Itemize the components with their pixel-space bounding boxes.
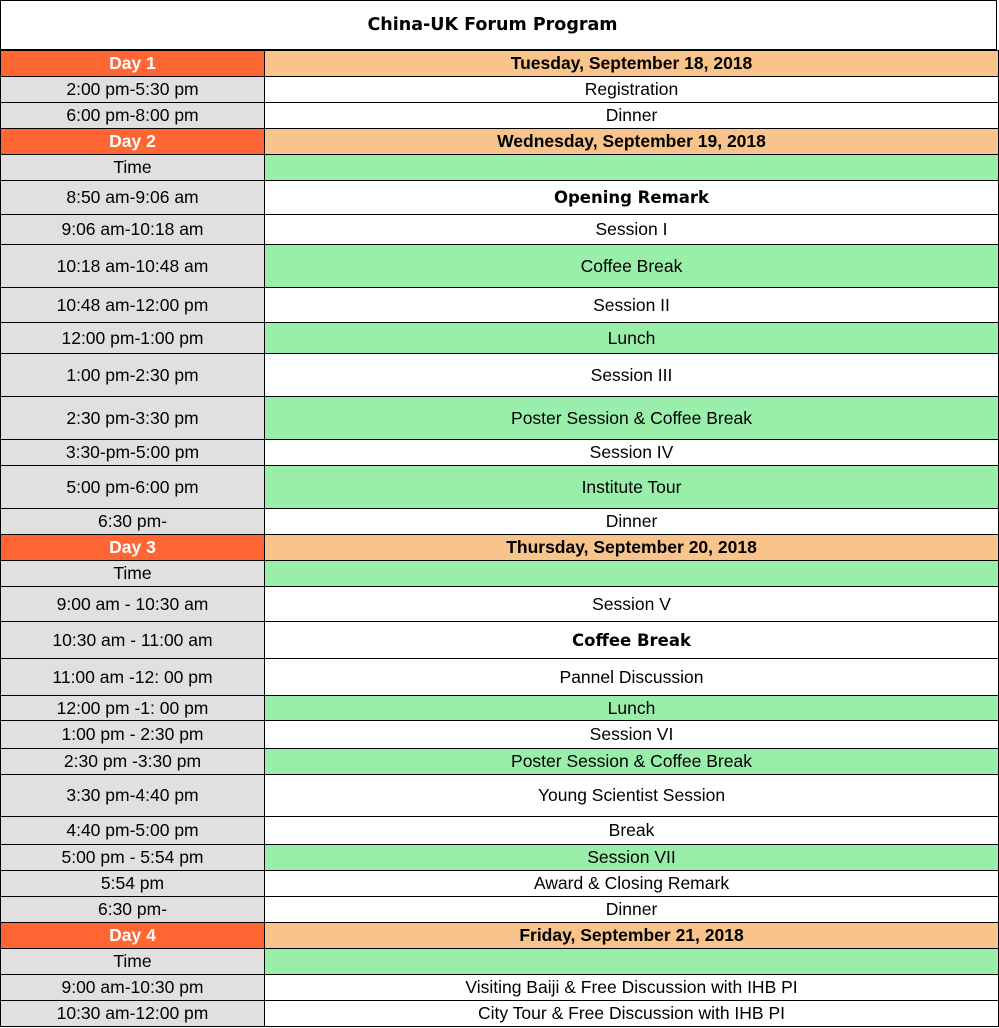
schedule-row [1,622,999,659]
event-cell: Lunch [265,696,999,721]
program-title: China-UK Forum Program [0,0,997,50]
day-date: Wednesday, September 19, 2018 [265,129,999,155]
schedule-row [1,288,999,323]
time-cell: 2:30 pm -3:30 pm [1,749,265,775]
event-cell: Institute Tour [265,466,999,509]
day-date: Tuesday, September 18, 2018 [265,51,999,77]
event-cell: Poster Session & Coffee Break [265,749,999,775]
day-header-row [1,923,999,949]
time-cell: 5:00 pm - 5:54 pm [1,845,265,871]
event-cell: Poster Session & Coffee Break [265,397,999,440]
schedule-row [1,440,999,466]
event-cell: Coffee Break [265,245,999,288]
schedule-row [1,587,999,622]
event-cell: Dinner [265,509,999,535]
schedule-row [1,696,999,721]
event-cell: Dinner [265,897,999,923]
day-date: Thursday, September 20, 2018 [265,535,999,561]
time-cell: 3:30-pm-5:00 pm [1,440,265,466]
event-cell: Registration [265,77,999,103]
time-cell: 12:00 pm-1:00 pm [1,323,265,354]
event-cell: Session IV [265,440,999,466]
schedule-row [1,77,999,103]
event-cell [265,949,999,975]
time-cell: Time [1,155,265,181]
event-cell: Session II [265,288,999,323]
time-cell: 1:00 pm-2:30 pm [1,354,265,397]
event-cell: Dinner [265,103,999,129]
schedule-row [1,975,999,1001]
event-cell: Visiting Baiji & Free Discussion with IHB PI [265,975,999,1001]
schedule-row [1,323,999,354]
time-cell: 9:00 am - 10:30 am [1,587,265,622]
time-cell: 9:06 am-10:18 am [1,215,265,245]
day-label: Day 2 [1,129,265,155]
event-cell: Session III [265,354,999,397]
time-cell: 10:30 am-12:00 pm [1,1001,265,1027]
schedule-row [1,721,999,749]
schedule-row [1,871,999,897]
schedule-row [1,215,999,245]
schedule-row [1,897,999,923]
schedule-row [1,845,999,871]
schedule-row [1,509,999,535]
day-label: Day 1 [1,51,265,77]
schedule-row [1,397,999,440]
time-cell: 8:50 am-9:06 am [1,181,265,215]
schedule-row [1,659,999,696]
event-cell: Lunch [265,323,999,354]
time-cell: 6:30 pm- [1,509,265,535]
event-cell: Session VII [265,845,999,871]
schedule-row [1,1001,999,1027]
event-cell: Session V [265,587,999,622]
day-header-row [1,129,999,155]
event-cell: Pannel Discussion [265,659,999,696]
time-cell: 10:48 am-12:00 pm [1,288,265,323]
schedule-row [1,354,999,397]
time-cell: 6:30 pm- [1,897,265,923]
event-cell: Award & Closing Remark [265,871,999,897]
event-cell: Session I [265,215,999,245]
schedule-row [1,561,999,587]
time-cell: 3:30 pm-4:40 pm [1,775,265,817]
day-header-row [1,51,999,77]
event-cell [265,561,999,587]
schedule-row [1,155,999,181]
schedule-row [1,775,999,817]
time-cell: Time [1,949,265,975]
time-cell: 11:00 am -12: 00 pm [1,659,265,696]
time-cell: Time [1,561,265,587]
event-cell: Opening Remark [265,181,999,215]
time-cell: 9:00 am-10:30 pm [1,975,265,1001]
time-cell: 10:30 am - 11:00 am [1,622,265,659]
schedule-row [1,466,999,509]
time-cell: 10:18 am-10:48 am [1,245,265,288]
event-cell: Coffee Break [265,622,999,659]
event-cell: Young Scientist Session [265,775,999,817]
time-cell: 2:30 pm-3:30 pm [1,397,265,440]
time-cell: 2:00 pm-5:30 pm [1,77,265,103]
schedule-row [1,749,999,775]
schedule-row [1,949,999,975]
schedule-row [1,245,999,288]
time-cell: 5:54 pm [1,871,265,897]
time-cell: 4:40 pm-5:00 pm [1,817,265,845]
event-cell: Break [265,817,999,845]
schedule-row [1,181,999,215]
day-date: Friday, September 21, 2018 [265,923,999,949]
day-label: Day 4 [1,923,265,949]
event-cell: City Tour & Free Discussion with IHB PI [265,1001,999,1027]
time-cell: 12:00 pm -1: 00 pm [1,696,265,721]
time-cell: 1:00 pm - 2:30 pm [1,721,265,749]
time-cell: 5:00 pm-6:00 pm [1,466,265,509]
event-cell [265,155,999,181]
day-header-row [1,535,999,561]
schedule-row [1,103,999,129]
day-label: Day 3 [1,535,265,561]
schedule-row [1,817,999,845]
program-table [0,50,999,1027]
time-cell: 6:00 pm-8:00 pm [1,103,265,129]
event-cell: Session VI [265,721,999,749]
